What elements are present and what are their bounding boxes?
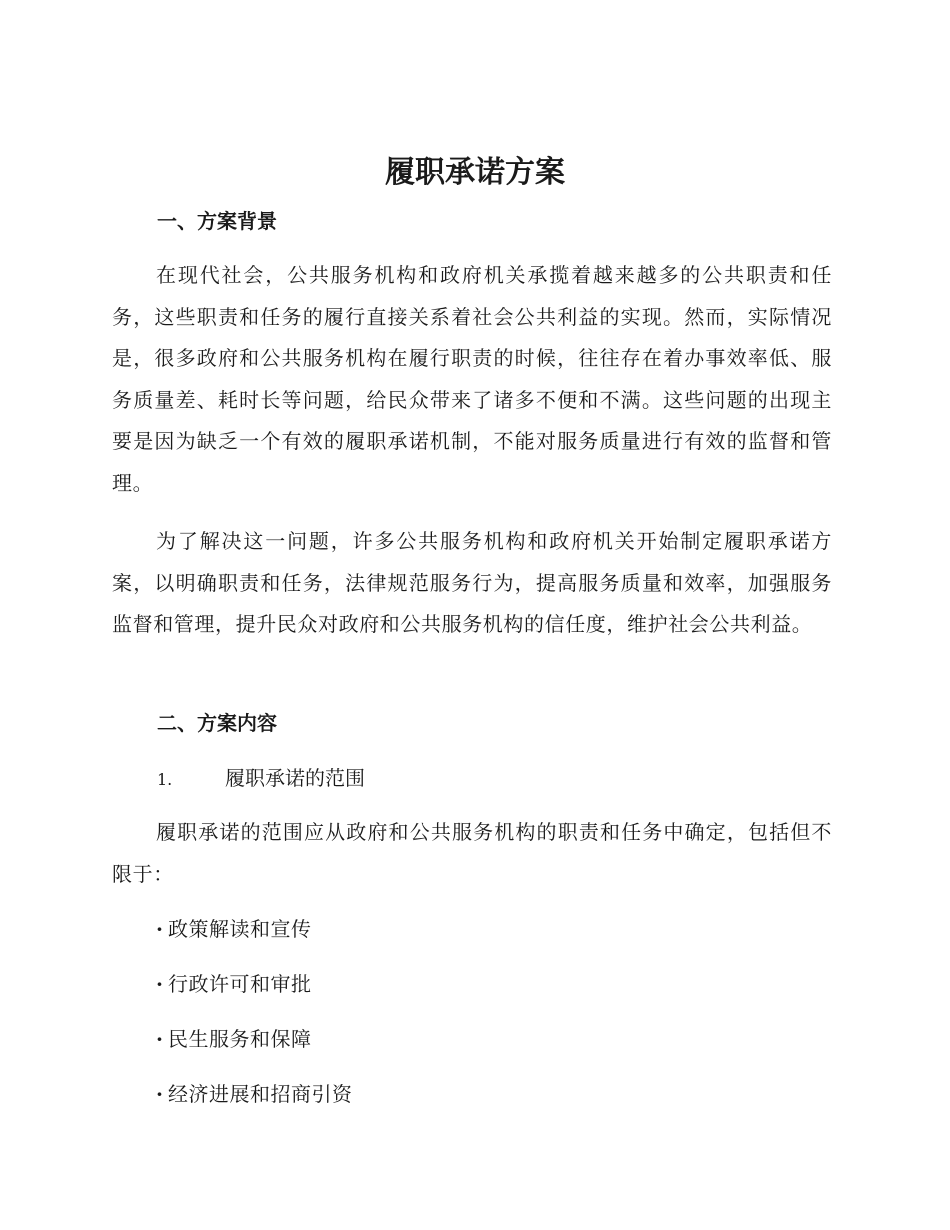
section-heading-background: 一、方案背景: [157, 209, 277, 233]
numbered-item-scope: [157, 763, 365, 795]
bullet-icon: ·: [156, 972, 164, 996]
background-paragraph-2: 为了解决这一问题，许多公共服务机构和政府机关开始制定履职承诺方案，以明确职责和任务，法律规范服务行为，提高服务质量和效率，加强服务监督和管理，提升民众对政府和公共服务机构的信任度，维护社会公共利益。: [112, 529, 832, 636]
bullet-icon: ·: [156, 1027, 164, 1051]
bullet-icon: ·: [156, 917, 164, 941]
item-label: 履职承诺的范围: [225, 766, 365, 790]
bullet-icon: ·: [156, 1082, 164, 1106]
item-number: 1.: [157, 770, 173, 789]
section-heading-content: 二、方案内容: [157, 711, 277, 735]
scope-paragraph: 履职承诺的范围应从政府和公共服务机构的职责和任务中确定，包括但不限于：: [112, 820, 832, 886]
document-title: 履职承诺方案: [385, 155, 565, 190]
list-item: · 经济进展和招商引资: [156, 1079, 353, 1109]
list-item: · 政策解读和宣传: [156, 914, 312, 944]
background-paragraph-1: 在现代社会，公共服务机构和政府机关承揽着越来越多的公共职责和任务，这些职责和任务的履行直接关系着社会公共利益的实现。然而，实际情况是，很多政府和公共服务机构在履行职责的时候，往往存在着办事效率低、服务质量差、耗时长等问题，给民众带来了诸多不便和不满。这些问题的出现主要是因为缺乏一个有效的履职承诺机制，不能对服务质量进行有效的监督和管理。: [112, 263, 832, 495]
list-item: · 民生服务和保障: [156, 1024, 312, 1054]
list-item: · 行政许可和审批: [156, 969, 312, 999]
